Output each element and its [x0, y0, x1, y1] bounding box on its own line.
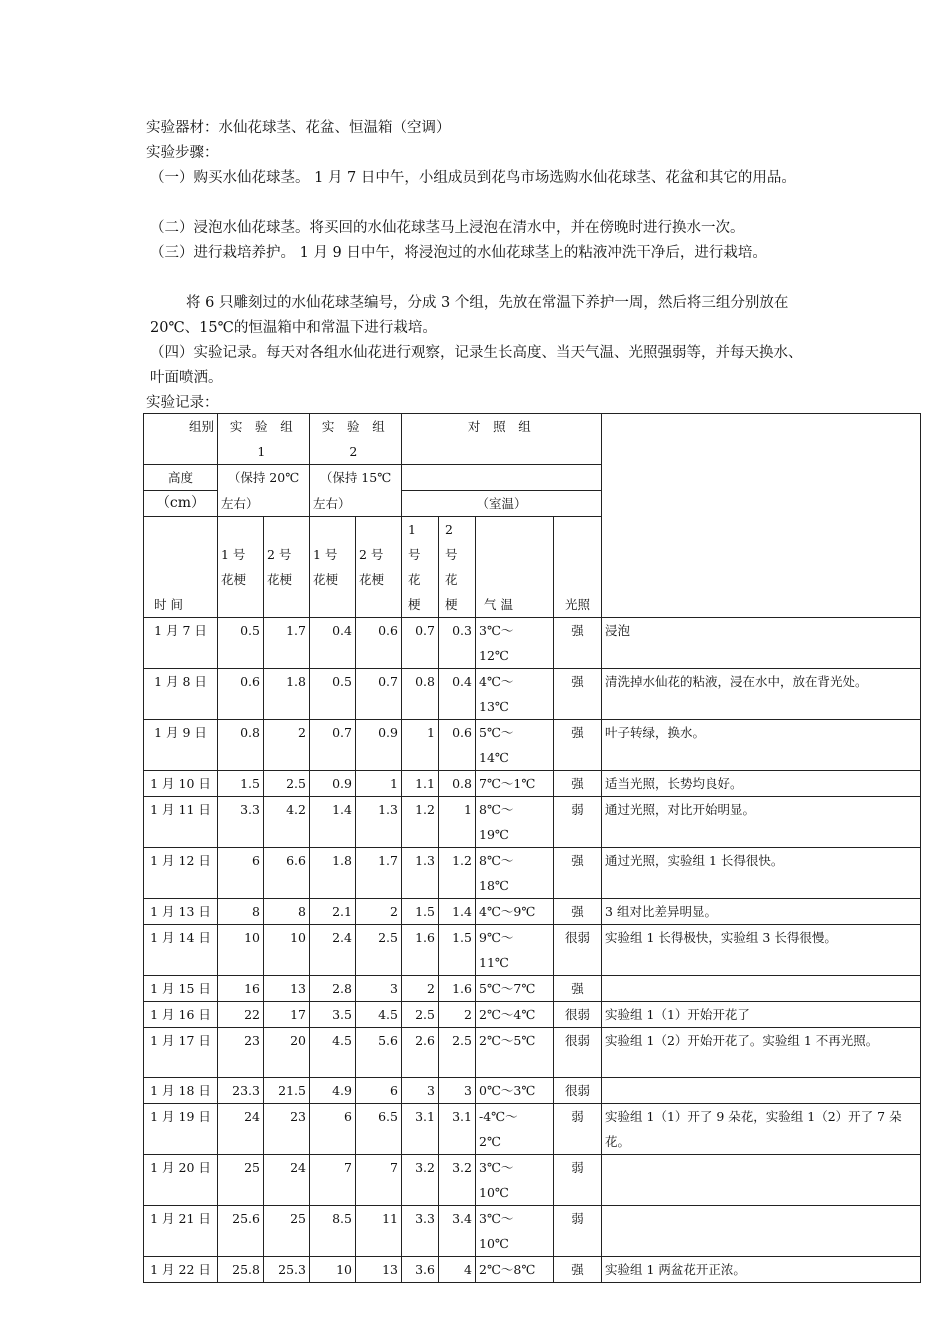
cell-height: 1.8: [310, 848, 356, 899]
header-ctrl-cond: （室温）: [402, 491, 602, 517]
header-time: [144, 517, 218, 618]
cell-height: 8.5: [310, 1206, 356, 1257]
cell-note: 实验组 1 两盆花开正浓。: [602, 1257, 921, 1283]
cell-light: 强: [554, 848, 602, 899]
table-row: [144, 1104, 921, 1155]
cell-light: 很弱: [554, 1078, 602, 1104]
cell-height: 6: [310, 1104, 356, 1155]
header-g2-no1: 1 号: [313, 547, 338, 562]
cell-note: 3 组对比差异明显。: [602, 899, 921, 925]
cell-note: 通过光照，对比开始明显。: [602, 797, 921, 848]
cell-height: 2.1: [310, 899, 356, 925]
header-stem: 花梗: [267, 572, 293, 587]
cell-temp-line2: 14℃: [479, 750, 509, 765]
cell-light: 弱: [554, 1104, 602, 1155]
cell-temp: [476, 1028, 554, 1078]
cell-temp-line2: 2℃: [479, 1134, 501, 1149]
cell-height: 3.1: [402, 1104, 439, 1155]
cell-temp: [476, 899, 554, 925]
header-g2-no2: 2 号: [359, 547, 384, 562]
cell-height: 20: [264, 1028, 310, 1078]
cell-temp: [476, 720, 554, 771]
cell-temp-line1: 8℃～: [479, 802, 514, 817]
cell-height: 1.2: [402, 797, 439, 848]
table-row: [144, 669, 921, 720]
header-g1-no2: 2 号: [267, 547, 292, 562]
cell-note: [602, 1155, 921, 1206]
cell-temp-line1: 9℃～: [479, 930, 514, 945]
cell-height: 0.4: [439, 669, 476, 720]
table-row: [144, 976, 921, 1002]
table-row: [144, 1028, 921, 1078]
cell-height: 2: [264, 720, 310, 771]
cell-height: 1.4: [439, 899, 476, 925]
cell-temp-line2: 10℃: [479, 1185, 509, 1200]
cell-height: 0.5: [218, 618, 264, 669]
header-g1-cond: （保持 20℃: [218, 465, 310, 491]
step-4: （四）实验记录。每天对各组水仙花进行观察，记录生长高度、当天气温、光照强弱等，并每天换水、叶面喷洒。: [150, 345, 803, 386]
header-temp: [476, 517, 554, 618]
cell-height: 7: [356, 1155, 402, 1206]
table-row: [144, 1002, 921, 1028]
cell-height: 25: [218, 1155, 264, 1206]
cell-date: 1 月 8 日: [144, 669, 218, 720]
cell-height: 3.6: [402, 1257, 439, 1283]
cell-height: 1.3: [402, 848, 439, 899]
header-temp-label: 气 温: [484, 597, 513, 612]
cell-temp: [476, 976, 554, 1002]
cell-height: 2.4: [310, 925, 356, 976]
cell-temp-line1: 3℃～: [479, 1160, 514, 1175]
cell-temp-line1: 2℃～8℃: [479, 1262, 536, 1277]
cell-temp-line1: 8℃～: [479, 853, 514, 868]
header-ctrl-no1-a: 1: [408, 522, 416, 537]
cell-height: 1: [356, 771, 402, 797]
cell-date: 1 月 17 日: [144, 1028, 218, 1078]
header-stem-a: 花: [408, 572, 421, 587]
cell-light: 很弱: [554, 1002, 602, 1028]
header-g2-cond2: 左右）: [310, 491, 402, 517]
cell-height: 1.5: [218, 771, 264, 797]
cell-height: 10: [218, 925, 264, 976]
cell-height: 25: [264, 1206, 310, 1257]
record-title: 实验记录：: [146, 395, 219, 411]
header-light-label: 光照: [565, 597, 591, 612]
cell-height: 2.8: [310, 976, 356, 1002]
cell-height: 13: [356, 1257, 402, 1283]
cell-height: 0.8: [402, 669, 439, 720]
header-ctrl-blank: [402, 465, 602, 491]
cell-height: 0.6: [218, 669, 264, 720]
header-time-label: 时 间: [154, 597, 183, 612]
cell-height: 17: [264, 1002, 310, 1028]
header-ctrl-no1-b: 号: [408, 547, 421, 562]
cell-light: 强: [554, 899, 602, 925]
cell-note: 浸泡: [602, 618, 921, 669]
cell-height: 1: [402, 720, 439, 771]
header-stem: 花梗: [359, 572, 385, 587]
cell-height: 4.5: [356, 1002, 402, 1028]
cell-height: 0.4: [310, 618, 356, 669]
cell-height: 0.6: [439, 720, 476, 771]
cell-note: 叶子转绿，换水。: [602, 720, 921, 771]
cell-height: 24: [264, 1155, 310, 1206]
header-stem-b: 梗: [445, 597, 458, 612]
table-row: [144, 1078, 921, 1104]
cell-temp-line1: 5℃～: [479, 725, 514, 740]
cell-note: [602, 976, 921, 1002]
cell-note: 实验组 1（1）开始开花了: [602, 1002, 921, 1028]
cell-light: 强: [554, 618, 602, 669]
cell-height: 10: [310, 1257, 356, 1283]
cell-date: 1 月 22 日: [144, 1257, 218, 1283]
cell-height: 1.4: [310, 797, 356, 848]
header-group-1: 实 验 组 1: [218, 414, 310, 465]
step-3: （三）进行栽培养护。 1 月 9 日中午，将浸泡过的水仙花球茎上的粘液冲洗干净后，进行栽培。: [150, 245, 767, 261]
header-ctrl-no2-b: 号: [445, 547, 458, 562]
cell-height: 2.5: [402, 1002, 439, 1028]
cell-height: 2.5: [356, 925, 402, 976]
header-group: 组别: [144, 414, 218, 465]
cell-height: 3: [439, 1078, 476, 1104]
cell-height: 13: [264, 976, 310, 1002]
cell-height: 2.5: [264, 771, 310, 797]
cell-temp-line1: 3℃～: [479, 623, 514, 638]
cell-date: 1 月 9 日: [144, 720, 218, 771]
table-row: [144, 1155, 921, 1206]
header-height: 高度: [144, 465, 218, 491]
header-light: [554, 517, 602, 618]
cell-height: 25.6: [218, 1206, 264, 1257]
step-3-detail: 将 6 只雕刻过的水仙花球茎编号，分成 3 个组，先放在常温下养护一周，然后将三组分别放在 20℃、15℃的恒温箱中和常温下进行栽培。: [150, 295, 789, 336]
cell-date: 1 月 16 日: [144, 1002, 218, 1028]
cell-temp-line1: 2℃～4℃: [479, 1007, 536, 1022]
cell-height: 1.7: [356, 848, 402, 899]
cell-temp-line1: 3℃～: [479, 1211, 514, 1226]
cell-height: 3.5: [310, 1002, 356, 1028]
cell-height: 5.6: [356, 1028, 402, 1078]
cell-height: 0.7: [310, 720, 356, 771]
cell-temp-line2: 19℃: [479, 827, 509, 842]
table-row: [144, 618, 921, 669]
cell-temp: [476, 1078, 554, 1104]
cell-temp-line1: 5℃～7℃: [479, 981, 536, 996]
cell-height: 4.9: [310, 1078, 356, 1104]
cell-temp-line1: 7℃～1℃: [479, 776, 536, 791]
cell-height: 6.6: [264, 848, 310, 899]
cell-height: 0.7: [356, 669, 402, 720]
record-rows: [144, 618, 921, 1283]
header-g2-cond: （保持 15℃: [310, 465, 402, 491]
header-unit: （cm）: [144, 491, 218, 517]
cell-note: 清洗掉水仙花的粘液，浸在水中，放在背光处。: [602, 669, 921, 720]
cell-light: 弱: [554, 797, 602, 848]
cell-light: 强: [554, 976, 602, 1002]
cell-height: 1.2: [439, 848, 476, 899]
cell-height: 2: [402, 976, 439, 1002]
cell-light: 强: [554, 1257, 602, 1283]
cell-temp-line1: 4℃～: [479, 674, 514, 689]
cell-height: 1.8: [264, 669, 310, 720]
cell-height: 0.5: [310, 669, 356, 720]
table-row: [144, 797, 921, 848]
cell-date: 1 月 14 日: [144, 925, 218, 976]
cell-temp: [476, 848, 554, 899]
table-row: [144, 925, 921, 976]
cell-height: 1.6: [402, 925, 439, 976]
materials-line: 实验器材：水仙花球茎、花盆、恒温箱（空调）: [146, 120, 451, 136]
cell-temp-line1: 0℃～3℃: [479, 1083, 536, 1098]
cell-height: 8: [218, 899, 264, 925]
cell-note: 实验组 1（2）开始开花了。实验组 1 不再光照。: [602, 1028, 921, 1078]
cell-light: 强: [554, 720, 602, 771]
cell-height: 1: [439, 797, 476, 848]
cell-height: 0.8: [439, 771, 476, 797]
header-stem: 花梗: [313, 572, 339, 587]
cell-height: 8: [264, 899, 310, 925]
cell-height: 4.5: [310, 1028, 356, 1078]
cell-height: 2: [356, 899, 402, 925]
cell-date: 1 月 21 日: [144, 1206, 218, 1257]
cell-temp: [476, 1257, 554, 1283]
cell-height: 6: [218, 848, 264, 899]
cell-temp: [476, 797, 554, 848]
table-row: [144, 720, 921, 771]
step-2: （二）浸泡水仙花球茎。将买回的水仙花球茎马上浸泡在清水中，并在傍晚时进行换水一次。: [150, 220, 745, 236]
cell-date: 1 月 13 日: [144, 899, 218, 925]
cell-date: 1 月 12 日: [144, 848, 218, 899]
cell-height: 1.3: [356, 797, 402, 848]
step-1: （一）购买水仙花球茎。 1 月 7 日中午，小组成员到花鸟市场选购水仙花球茎、花盆和其它的用品。: [150, 170, 796, 186]
cell-date: 1 月 11 日: [144, 797, 218, 848]
cell-height: 3: [402, 1078, 439, 1104]
cell-temp: [476, 1206, 554, 1257]
cell-temp: [476, 669, 554, 720]
cell-date: 1 月 15 日: [144, 976, 218, 1002]
cell-height: 16: [218, 976, 264, 1002]
cell-height: 24: [218, 1104, 264, 1155]
cell-height: 23: [264, 1104, 310, 1155]
header-group-2: 实 验 组 2: [310, 414, 402, 465]
header-stem-b: 梗: [408, 597, 421, 612]
cell-light: 弱: [554, 1155, 602, 1206]
cell-date: 1 月 10 日: [144, 771, 218, 797]
cell-height: 3: [356, 976, 402, 1002]
cell-light: 弱: [554, 1206, 602, 1257]
cell-temp-line2: 10℃: [479, 1236, 509, 1251]
cell-temp: [476, 1002, 554, 1028]
cell-height: 23: [218, 1028, 264, 1078]
cell-temp: [476, 771, 554, 797]
cell-height: 10: [264, 925, 310, 976]
table-row: [144, 771, 921, 797]
cell-height: 1.1: [402, 771, 439, 797]
cell-height: 0.7: [402, 618, 439, 669]
cell-light: 很弱: [554, 925, 602, 976]
cell-height: 0.6: [356, 618, 402, 669]
cell-height: 0.9: [356, 720, 402, 771]
table-row: [144, 1257, 921, 1283]
cell-note: 实验组 1 长得极快，实验组 3 长得很慢。: [602, 925, 921, 976]
cell-temp-line2: 18℃: [479, 878, 509, 893]
cell-light: 强: [554, 771, 602, 797]
header-ctrl-no2-a: 2: [445, 522, 453, 537]
cell-note: 实验组 1（1）开了 9 朵花，实验组 1（2）开了 7 朵花。: [602, 1104, 921, 1155]
cell-note: [602, 1206, 921, 1257]
cell-note: 适当光照，长势均良好。: [602, 771, 921, 797]
cell-temp-line1: 2℃～5℃: [479, 1033, 536, 1048]
cell-temp: [476, 1155, 554, 1206]
cell-note: [602, 1078, 921, 1104]
cell-height: 23.3: [218, 1078, 264, 1104]
cell-height: 4.2: [264, 797, 310, 848]
cell-temp: [476, 618, 554, 669]
cell-date: 1 月 20 日: [144, 1155, 218, 1206]
cell-light: 很弱: [554, 1028, 602, 1078]
cell-height: 1.5: [439, 925, 476, 976]
cell-height: 7: [310, 1155, 356, 1206]
cell-height: 4: [439, 1257, 476, 1283]
cell-height: 2.5: [439, 1028, 476, 1078]
cell-height: 22: [218, 1002, 264, 1028]
cell-height: 11: [356, 1206, 402, 1257]
cell-temp-line1: -4℃～: [479, 1109, 518, 1124]
cell-height: 6.5: [356, 1104, 402, 1155]
cell-temp-line2: 12℃: [479, 648, 509, 663]
cell-height: 6: [356, 1078, 402, 1104]
cell-height: 0.3: [439, 618, 476, 669]
cell-height: 2.6: [402, 1028, 439, 1078]
header-control: 对 照 组: [402, 414, 602, 465]
cell-height: 3.4: [439, 1206, 476, 1257]
cell-light: 强: [554, 669, 602, 720]
header-g1-no1: 1 号: [221, 547, 246, 562]
cell-height: 0.9: [310, 771, 356, 797]
cell-temp: [476, 1104, 554, 1155]
cell-height: 21.5: [264, 1078, 310, 1104]
header-stem: 花梗: [221, 572, 247, 587]
cell-height: 25.8: [218, 1257, 264, 1283]
cell-temp: [476, 925, 554, 976]
cell-note: 通过光照，实验组 1 长得很快。: [602, 848, 921, 899]
cell-height: 3.2: [402, 1155, 439, 1206]
header-g1-cond2: 左右）: [218, 491, 310, 517]
record-table: [143, 413, 921, 1283]
cell-height: 3.1: [439, 1104, 476, 1155]
cell-temp-line2: 11℃: [479, 955, 509, 970]
cell-date: 1 月 19 日: [144, 1104, 218, 1155]
cell-date: 1 月 18 日: [144, 1078, 218, 1104]
header-stem-a: 花: [445, 572, 458, 587]
cell-height: 3.2: [439, 1155, 476, 1206]
cell-date: 1 月 7 日: [144, 618, 218, 669]
header-remark-area: [602, 414, 921, 618]
cell-height: 1.6: [439, 976, 476, 1002]
cell-height: 3.3: [218, 797, 264, 848]
steps-title: 实验步骤：: [146, 145, 219, 161]
cell-height: 0.8: [218, 720, 264, 771]
table-row: [144, 899, 921, 925]
cell-height: 2: [439, 1002, 476, 1028]
cell-height: 25.3: [264, 1257, 310, 1283]
table-row: [144, 1206, 921, 1257]
table-row: [144, 848, 921, 899]
cell-height: 1.7: [264, 618, 310, 669]
cell-temp-line2: 13℃: [479, 699, 509, 714]
cell-height: 1.5: [402, 899, 439, 925]
cell-temp-line1: 4℃～9℃: [479, 904, 536, 919]
cell-height: 3.3: [402, 1206, 439, 1257]
